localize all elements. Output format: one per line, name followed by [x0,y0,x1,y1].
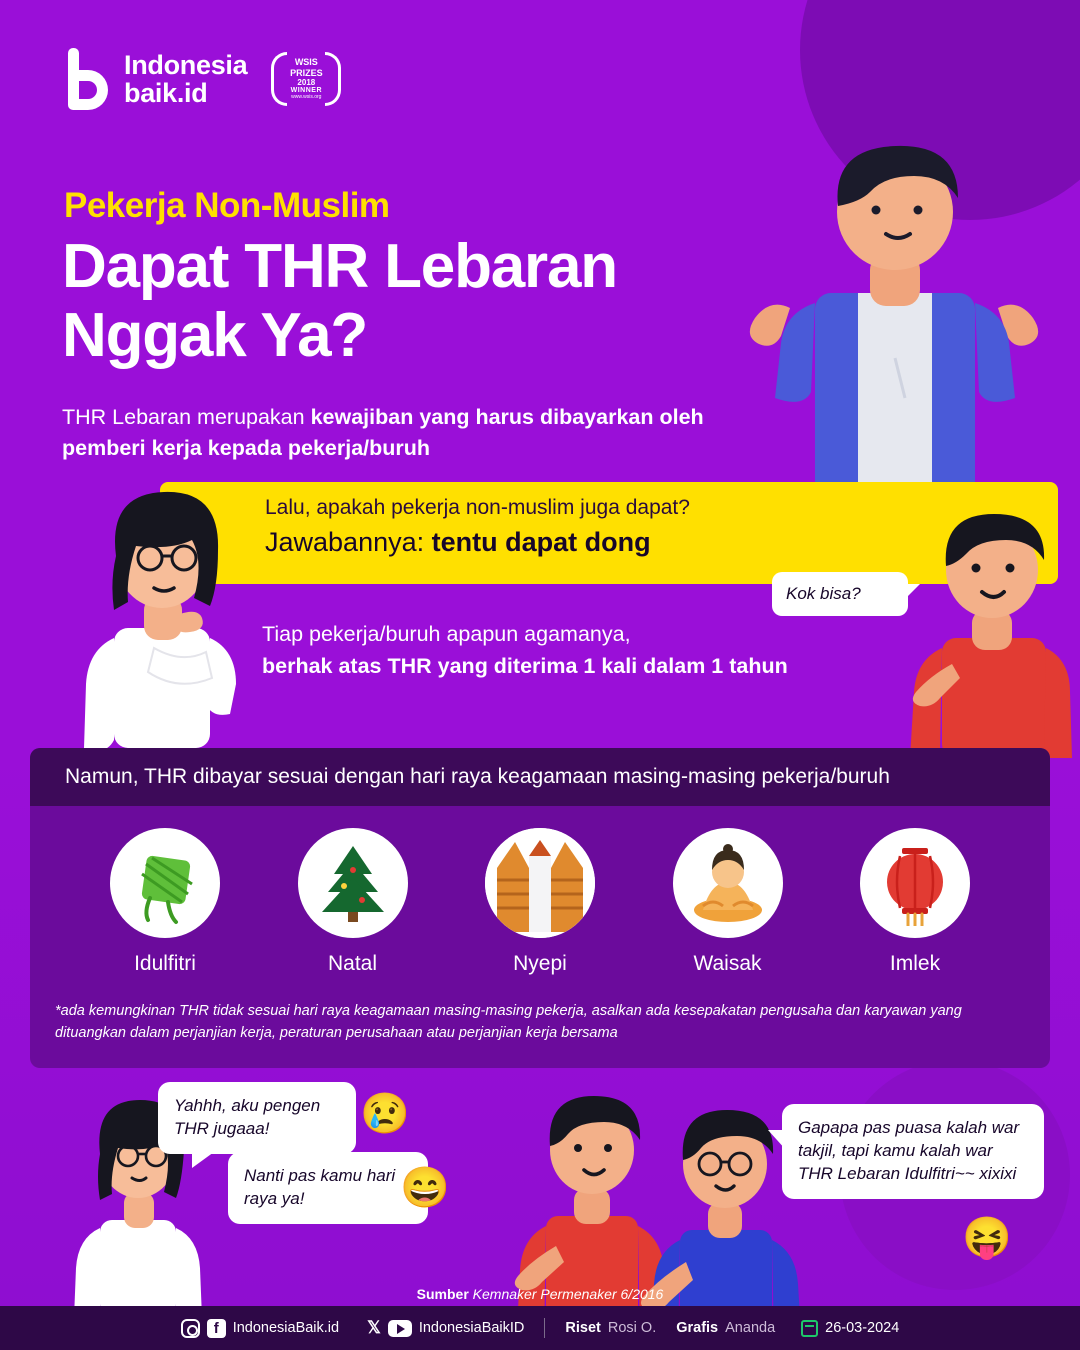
brand-header [62,46,343,112]
holidays-panel-heading: Namun, THR dibayar sesuai dengan hari raya keagamaan masing-masing pekerja/buruh [30,748,1050,806]
brand-name-line2: baik.id [124,78,208,108]
award-line2: PRIZES [290,67,323,78]
holiday-label: Imlek [889,952,941,975]
illustration-woman-thinking [62,478,247,748]
ketupat-icon [110,828,220,938]
speech-bubble-3-text: Gapapa pas puasa kalah war takjil, tapi kamu kalah war THR Lebaran Idulfitri~~ xixixi [798,1118,1020,1183]
award-line1: WSIS [294,57,318,68]
facebook-icon[interactable]: f [207,1319,226,1338]
x-twitter-icon[interactable]: 𝕏 [367,1318,381,1337]
holiday-label: Waisak [693,952,762,975]
publish-date [801,1320,899,1337]
holidays-list [30,806,1050,976]
christmas-tree-icon [298,828,408,938]
holiday-item-waisak [653,828,803,976]
wsis-award-badge-icon [269,46,343,112]
grafis-value: Ananda [725,1320,776,1336]
holiday-item-idulfitri [90,828,240,976]
callout-question: Lalu, apakah pekerja non-muslim juga dapat? [265,496,690,519]
holiday-label: Nyepi [513,952,567,975]
sad-emoji-icon: 😢 [360,1092,410,1136]
page-title: Dapat THR Lebaran Nggak Ya? [62,232,617,371]
social-handle-2: IndonesiaBaikID [418,1320,525,1336]
illustration-man-red-pointing [900,498,1080,758]
indonesiabaik-logo-icon [62,48,110,110]
callout-answer-prefix: Jawabannya: [265,527,432,557]
body-note [262,618,822,683]
speech-bubble-1-text: Yahhh, aku pengen THR jugaaa! [174,1096,321,1138]
speech-bubble-kok-bisa [772,572,908,616]
footer-bar [0,1306,1080,1350]
holiday-item-nyepi [465,828,615,976]
speech-bubble-2-text: Nanti pas kamu hari raya ya! [244,1166,396,1208]
red-lantern-icon [860,828,970,938]
speech-bubble-1 [158,1082,356,1154]
wink-emoji-icon: 😝 [962,1216,1012,1260]
source-line [0,1286,1080,1302]
source-value: Kemnaker Permenaker 6/2016 [472,1286,664,1302]
holiday-item-imlek [840,828,990,976]
illustration-man-shrugging [730,128,1060,498]
body-note-plain: Tiap pekerja/buruh apapun agamanya, [262,622,631,646]
youtube-icon[interactable] [388,1320,412,1337]
buddha-icon [673,828,783,938]
body-note-bold: berhak atas THR yang diterima 1 kali dalam 1 tahun [262,654,788,679]
brand-name-line1: Indonesia [124,49,248,80]
riset-value: Rosi O. [607,1320,657,1336]
eyebrow-text: Pekerja Non-Muslim [64,186,390,225]
source-label: Sumber [416,1286,473,1302]
happy-emoji-icon: 😄 [400,1166,450,1210]
social-group-x-youtube[interactable] [367,1318,524,1338]
riset-label: Riset [565,1320,601,1336]
award-winner: WINNER [290,87,323,95]
holiday-label: Natal [327,952,378,975]
award-year: 2018 [297,77,316,87]
credit-grafis [676,1320,775,1336]
award-url: www.wsis.org [291,94,322,101]
speech-bubble-3 [782,1104,1044,1199]
social-group-instagram-facebook[interactable] [181,1319,339,1338]
grafis-label: Grafis [676,1320,719,1336]
subtitle-bold: kewajiban yang harus dibayarkan oleh pemberi kerja kepada pekerja/buruh [62,405,704,461]
holiday-item-natal [278,828,428,976]
brand-name [124,51,247,108]
credit-riset [565,1320,656,1336]
date-text: 26-03-2024 [825,1320,900,1336]
holiday-label: Idulfitri [134,952,196,975]
instagram-icon[interactable] [181,1319,200,1338]
balinese-temple-gate-icon [485,828,595,938]
subtitle [62,402,752,464]
footnote-text: *ada kemungkinan THR tidak sesuai hari raya keagamaan masing-masing pekerja, asalkan ada kesepakatan pengusaha dan karyawan yang dituangkan dalam perjanjian kerja, peraturan perusahaan atau perjanjian kerja bersama [55,1003,962,1042]
speech-bubble-kok-bisa-text: Kok bisa? [786,584,861,603]
speech-bubble-2 [228,1152,428,1224]
social-handle-1: IndonesiaBaik.id [232,1320,340,1336]
subtitle-plain: THR Lebaran merupakan [62,405,311,429]
footer-divider [544,1318,545,1338]
calendar-icon [801,1320,818,1337]
callout-answer-bold: tentu dapat dong [431,527,651,557]
